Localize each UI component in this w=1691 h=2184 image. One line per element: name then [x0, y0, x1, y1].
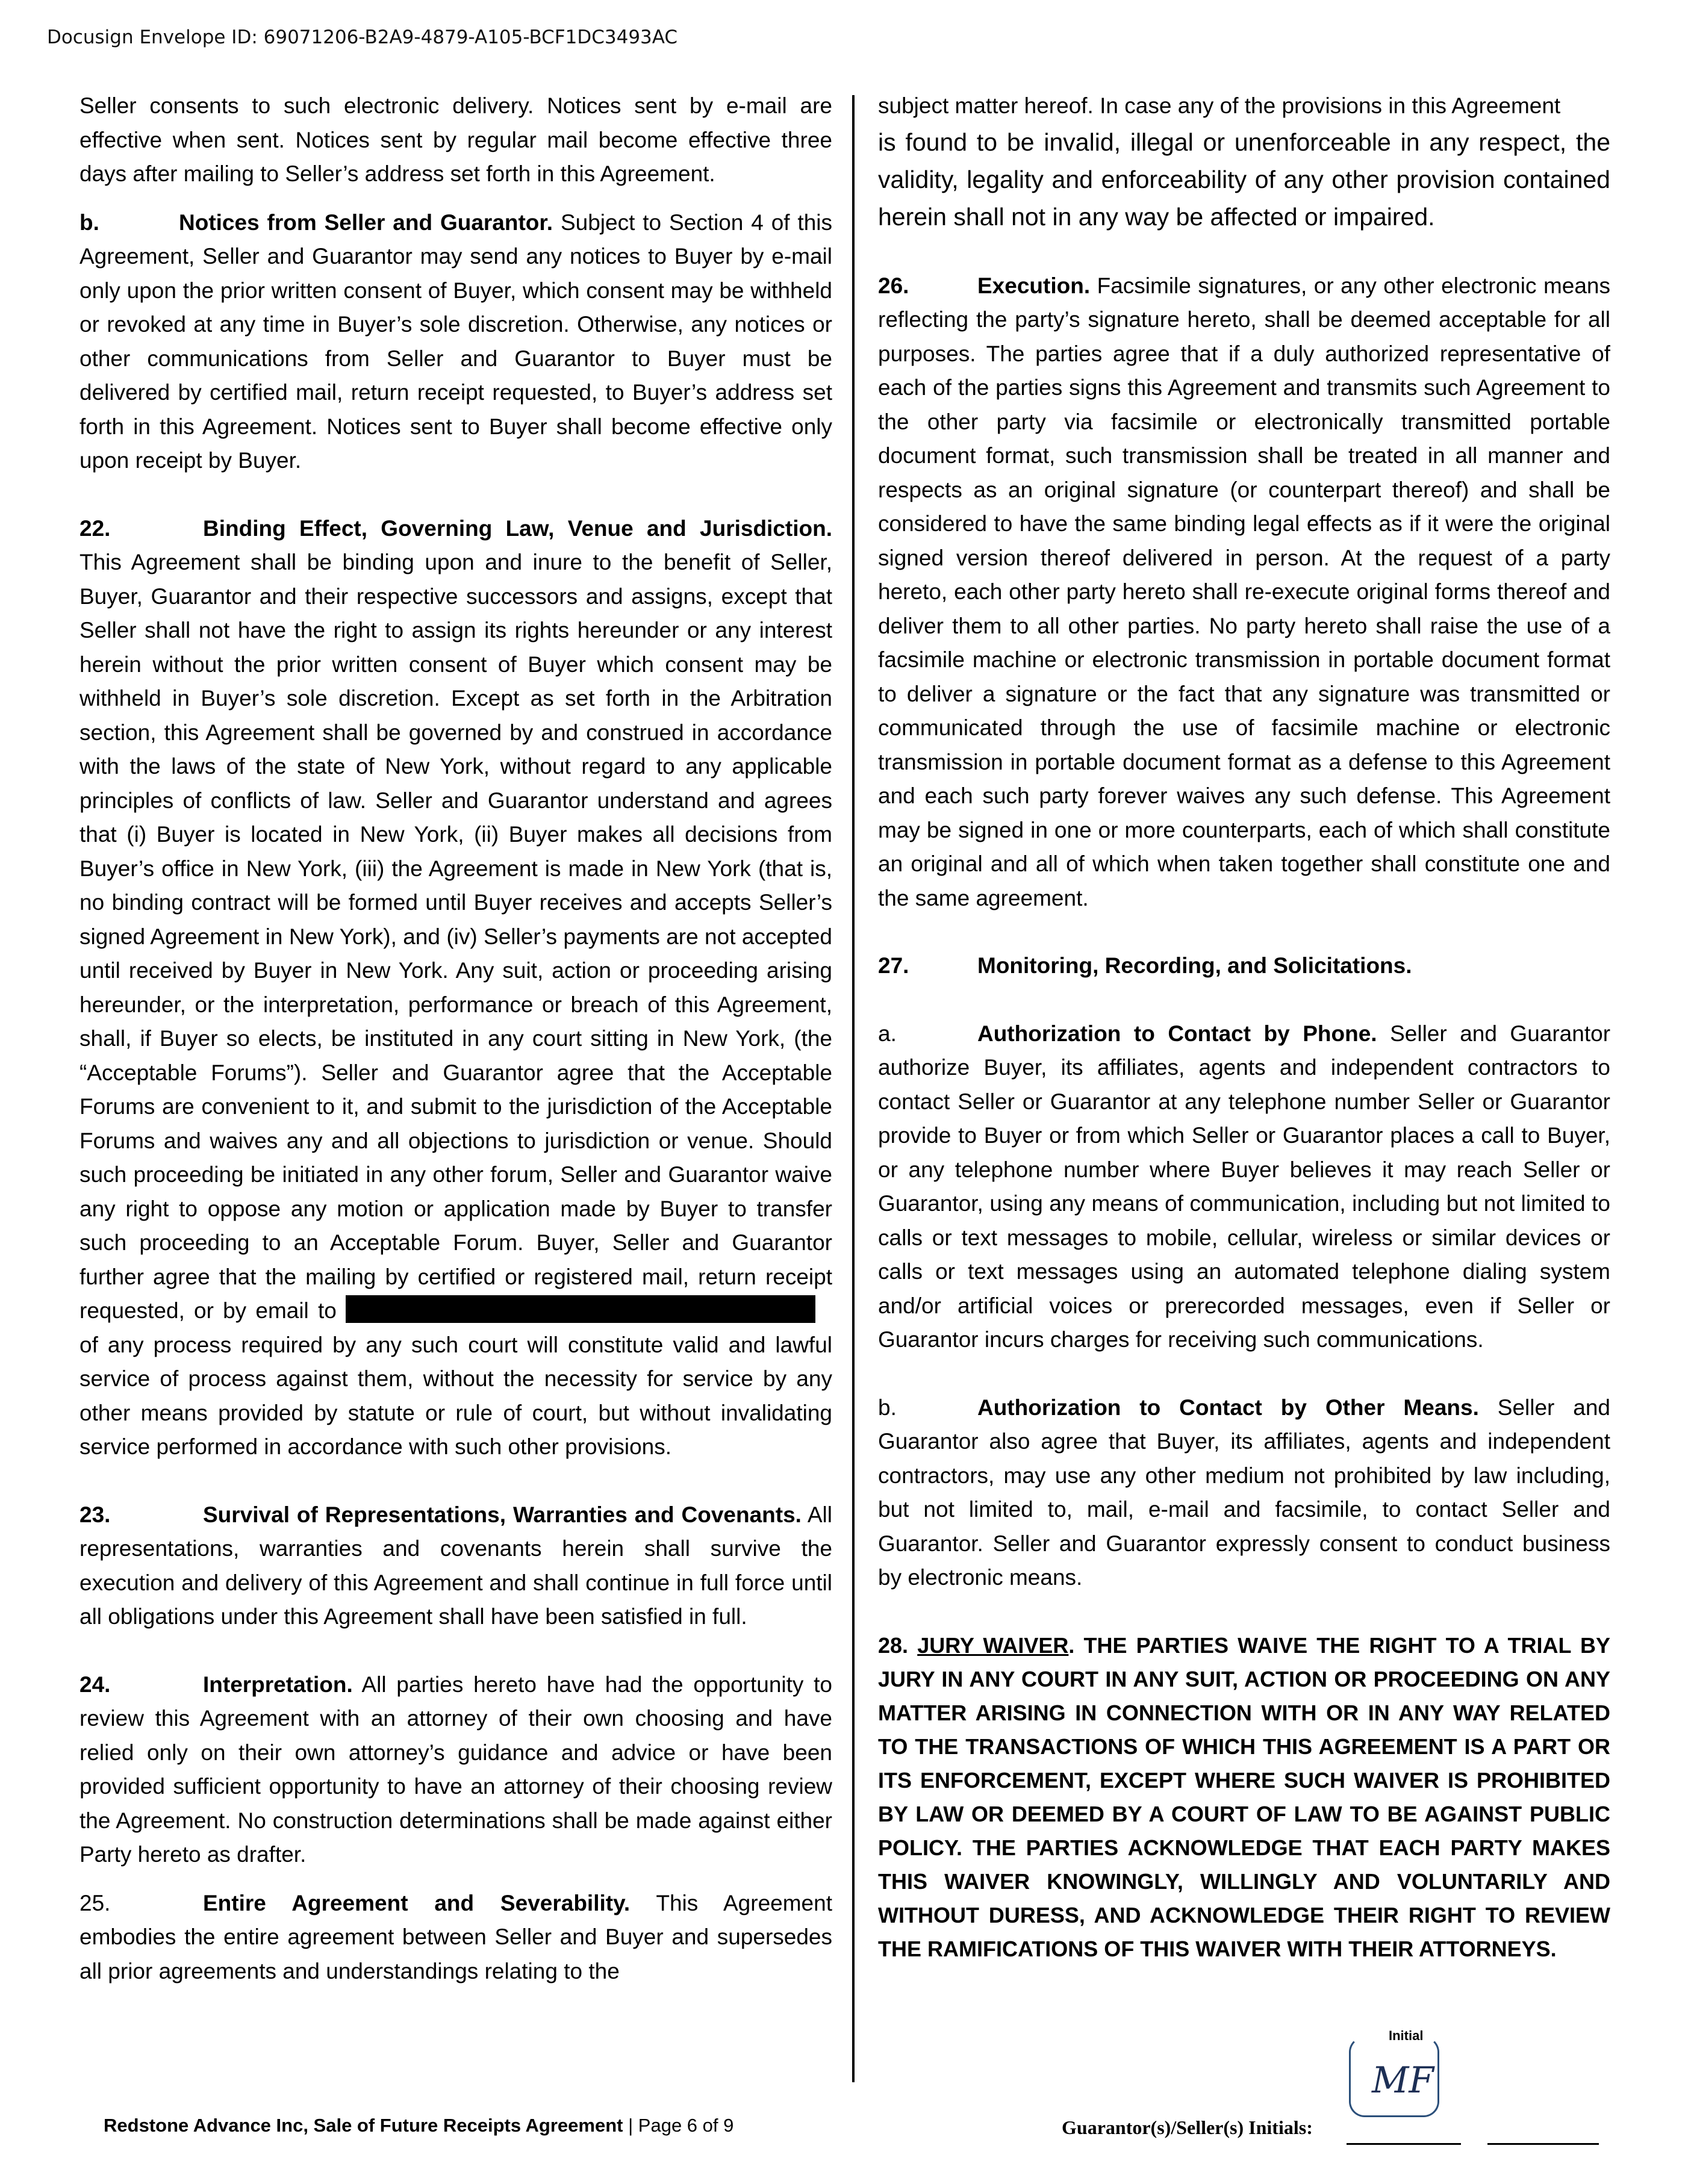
envelope-id: Docusign Envelope ID: 69071206-B2A9-4879-A105-BCF1DC3493AC: [47, 26, 678, 48]
subsection-text: Seller and Guarantor authorize Buyer, its affiliates, agents and independent contractors to contact Seller or Guarantor at any telephone number Seller or Guarantor provide to Buyer or from which Seller or Guarantor places a call to Buyer, or any telephone number where Buyer believes it may reach Seller or Guarantor, using any means of communication, including but not limited to calls or text messages to mobile, cellular, wireless or similar devices or calls or text messages using an automated telephone dialing system and/or artificial voices or prerecorded messages, even if Seller or Guarantor incurs charges for receiving such communications.: [878, 1021, 1610, 1352]
section-text-tail: of any process required by any such court will constitute valid and lawful service of process against them, without the necessity for service by any other means provided by statute or rule of court, but without invalidating service performed in accordance with such other provisions.: [79, 1332, 832, 1459]
section-number: 25.: [79, 1890, 111, 1915]
section-number: 23.: [79, 1502, 111, 1527]
redacted-email: [346, 1295, 815, 1323]
section-number: 27.: [878, 953, 909, 978]
section-heading: Binding Effect, Governing Law, Venue and Jurisdiction.: [203, 515, 832, 541]
subsection-number: b.: [79, 210, 99, 235]
section-text: All parties hereto have had the opportunity to review this Agreement with an attorney of their own choosing and have relied only on their own attorney’s guidance and advice or have been provided sufficient opportunity to have an attorney of their choosing review the Agreement. No construction determinations shall be made against either Party hereto as drafter.: [79, 1672, 832, 1867]
subsection-b-other-means: [878, 1391, 1610, 1595]
section-heading: Survival of Representations, Warranties and Covenants.: [203, 1502, 802, 1527]
initials-line-2: [1487, 2143, 1599, 2145]
section-heading: JURY WAIVER: [917, 1632, 1069, 1658]
subsection-a-phone: [878, 1017, 1610, 1357]
subsection-text: Subject to Section 4 of this Agreement, Seller and Guarantor may send any notices to Buyer by e-mail only upon the prior written consent of Buyer, which consent may be withheld or revoked at any time in Buyer’s sole discretion. Otherwise, any notices or other communications from Seller and Guarantor to Buyer must be delivered by certified mail, return receipt requested, to Buyer’s address set forth in this Agreement. Notices sent to Buyer shall become effective only upon receipt by Buyer.: [79, 210, 832, 473]
section-24: [79, 1668, 832, 1872]
section-text: All representations, warranties and covenants herein shall survive the execution and delivery of this Agreement and shall continue in full force until all obligations under this Agreement shall have been satisfied in full.: [79, 1502, 832, 1629]
footer-title: [104, 2115, 733, 2136]
section-heading: Execution.: [977, 273, 1091, 298]
footer-document-title: Redstone Advance Inc, Sale of Future Receipts Agreement: [104, 2115, 623, 2136]
subsection-b-seller-notices: [79, 206, 832, 478]
section-26: [878, 269, 1610, 916]
initial-mark: MF: [1372, 2059, 1434, 2102]
section-text: . THE PARTIES WAIVE THE RIGHT TO A TRIAL BY JURY IN ANY COURT IN ANY SUIT, ACTION OR PROCEEDING ON ANY MATTER ARISING IN CONNECTION WITH OR IN ANY WAY RELATED TO THE TRANSACTIONS OF WHICH THIS AGREEMENT IS A PART OR ITS ENFORCEMENT, EXCEPT WHERE SUCH WAIVER IS PROHIBITED BY LAW OR DEEMED BY A COURT OF LAW TO BE AGAINST PUBLIC POLICY. THE PARTIES ACKNOWLEDGE THAT EACH PARTY MAKES THIS WAIVER KNOWINGLY, WILLINGLY AND VOLUNTARILY AND WITHOUT DURESS, AND ACKNOWLEDGE THEIR RIGHT TO REVIEW THE RAMIFICATIONS OF THIS WAIVER WITH THEIR ATTORNEYS.: [878, 1632, 1610, 1961]
subsection-heading: Authorization to Contact by Other Means.: [977, 1395, 1479, 1420]
footer-separator: |: [628, 2115, 634, 2136]
section-text: This Agreement embodies the entire agreement between Seller and Buyer and supersedes all prior agreements and understandings relating to the: [79, 1890, 832, 1983]
section-25-continued: subject matter hereof. In case any of the provisions in this Agreement: [878, 93, 1561, 118]
section-23: [79, 1498, 832, 1634]
section-number: 28.: [878, 1632, 909, 1658]
section-number: 22.: [79, 515, 111, 541]
footer-page-number: Page 6 of 9: [638, 2115, 734, 2136]
section-text: Facsimile signatures, or any other electronic means reflecting the party’s signature hereto, shall be deemed acceptable for all purposes. The parties agree that if a duly authorized representative of each of the parties signs this Agreement and transmits such Agreement to the other party via facsimile or electronically transmitted portable document format, such transmission shall be treated in all manner and respects as an original signature (or counterpart thereof) and shall be considered to have the same binding legal effects as if it were the original signed version thereof delivered in person. At the request of a party hereto, each other party hereto shall re-execute original forms thereof and deliver them to all other parties. No party hereto shall raise the use of a facsimile machine or electronic transmission in portable document format to deliver a signature or the fact that any signature was transmitted or communicated through the use of facsimile machine or electronic transmission in portable document format as a defense to this Agreement and each such party forever waives any such defense. This Agreement may be signed in one or more counterparts, each of which shall constitute an original and all of which when taken together shall constitute one and the same agreement.: [878, 273, 1610, 910]
right-column: [878, 89, 1610, 2082]
column-divider: [852, 95, 855, 2082]
section-number: 26.: [878, 273, 909, 298]
notice-intro: Seller consents to such electronic delivery. Notices sent by e-mail are effective when sent. Notices sent by regular mail become effective three days after mailing to Seller’s address set forth in this Agreement.: [79, 93, 832, 186]
left-column: [79, 89, 832, 2082]
section-25: [79, 1887, 832, 1989]
section-heading: Interpretation.: [203, 1672, 353, 1697]
initials-line-1: [1347, 2143, 1461, 2145]
section-27: [878, 949, 1610, 983]
section-number: 24.: [79, 1672, 111, 1697]
section-heading: Entire Agreement and Severability.: [203, 1890, 631, 1915]
initial-label: Initial: [1386, 2028, 1425, 2044]
section-22: [79, 512, 832, 1464]
section-28-jury-waiver: [878, 1629, 1610, 1966]
subsection-heading: Authorization to Contact by Phone.: [977, 1021, 1377, 1046]
section-heading: Monitoring, Recording, and Solicitations.: [977, 953, 1412, 978]
section-text: This Agreement shall be binding upon and inure to the benefit of Seller, Buyer, Guarantor and their respective successors and assigns, except that Seller shall not have the right to assign its rights hereunder or any interest herein without the prior written consent of Buyer which consent may be withheld in Buyer’s sole discretion. Except as set forth in the Arbitration section, this Agreement shall be governed by and construed in accordance with the laws of the state of New York, without regard to any applicable principles of conflicts of law. Seller and Guarantor understand and agrees that (i) Buyer is located in New York, (ii) Buyer makes all decisions from Buyer’s office in New York, (iii) the Agreement is made in New York (that is, no binding contract will be formed until Buyer receives and accepts Seller’s signed Agreement in New York), and (iv) Seller’s payments are not accepted until received by Buyer in New York. Any suit, action or proceeding arising hereunder, or the interpretation, performance or breach of this Agreement, shall, if Buyer so elects, be instituted in any court sitting in New York, (the “Acceptable Forums”). Seller and Guarantor agree that the Acceptable Forums are convenient to it, and submit to the jurisdiction of the Acceptable Forums and waives any and all objections to jurisdiction or venue. Should such proceeding be initiated in any other forum, Seller and Guarantor waive any right to oppose any motion or application made by Buyer to transfer such proceeding to an Acceptable Forum. Buyer, Seller and Guarantor further agree that the mailing by certified or registered mail, return receipt requested, or by email to: [79, 550, 832, 1323]
section-25-continued-large: is found to be invalid, illegal or unenforceable in any respect, the validity, legality and enforceability of any other provision contained herein shall not in any way be affected or impaired.: [878, 128, 1610, 231]
footer-initials-label: Guarantor(s)/Seller(s) Initials:: [1062, 2117, 1313, 2138]
subsection-heading: Notices from Seller and Guarantor.: [179, 210, 553, 235]
subsection-number: b.: [878, 1395, 897, 1420]
subsection-number: a.: [878, 1021, 897, 1046]
subsection-text: Seller and Guarantor also agree that Buyer, its affiliates, agents and independent contractors, may use any other medium not prohibited by law including, but not limited to, mail, e-mail and facsimile, to contact Seller and Guarantor. Seller and Guarantor expressly consent to conduct business by electronic means.: [878, 1395, 1610, 1590]
